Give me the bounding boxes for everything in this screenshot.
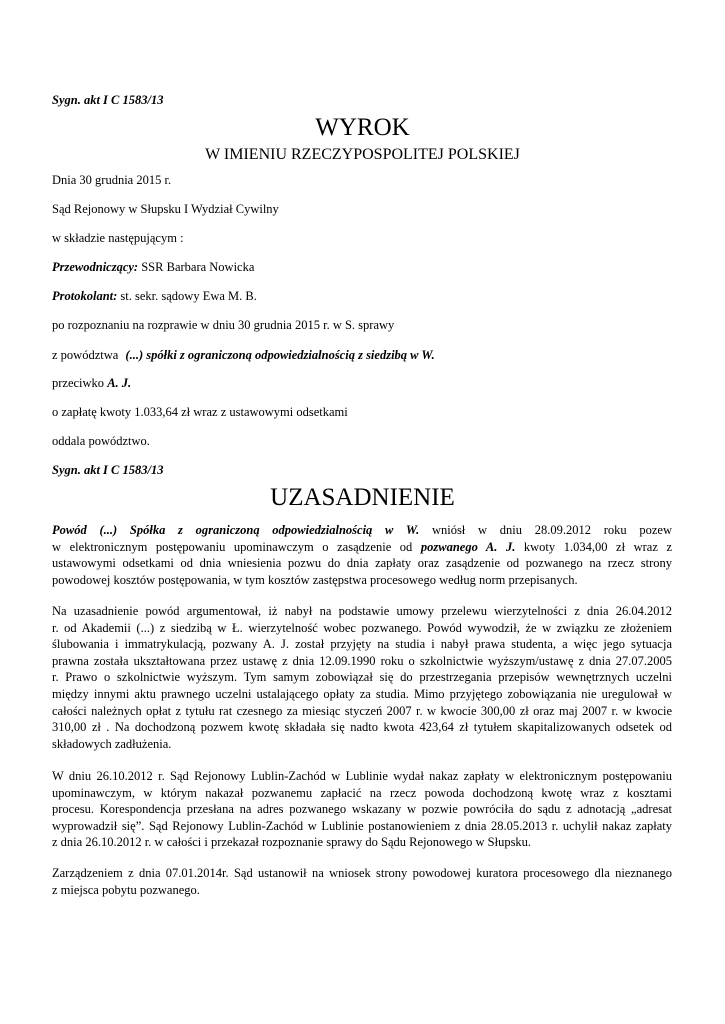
plaintiff-prefix: z powództwa [52,348,122,362]
chair-line [52,260,254,275]
paragraph-4-row-2: z miejsca pobytu pozwanego. [52,882,200,897]
ruling-line: oddala powództwo. [52,434,150,448]
paragraph-1-row-4: powodowej kosztów postępowania, w tym kosztów zastępstwa procesowego według norm przepisanych. [52,572,578,587]
clerk-value: st. sekr. sądowy Ewa M. B. [117,289,257,303]
paragraph-2 [52,603,672,752]
paragraph-2-row-7: całości należnych opłat z tytułu rat czesnego za miesiąc styczeń 2007 r. w kwocie 300,00 zł oraz maj 2007 r. w kwocie [52,703,672,718]
case-signature: Sygn. akt I C 1583/13 [52,93,164,107]
plaintiff-name: (...) spółki z ograniczoną odpowiedzialnością z siedzibą w W. [125,348,435,362]
court-name: Sąd Rejonowy w Słupsku I Wydział Cywilny [52,202,279,216]
judgment-date: Dnia 30 grudnia 2015 r. [52,173,172,187]
composition-line: w składzie następującym : [52,231,184,245]
paragraph-1-row-3: ustawowymi odsetkami od dnia wniesienia pozwu do dnia zapłaty oraz zasądzenie od pozwanego na rzecz strony [52,556,672,571]
paragraph-2-row-8: 310,00 zł . Na dochodzoną pozwem kwotę składała się nadto kwota 423,64 zł tytułem skapitalizowanych odsetek od [52,720,672,735]
hearing-line: po rozpoznaniu na rozprawie w dniu 30 grudnia 2015 r. w S. sprawy [52,318,395,332]
clerk-label: Protokolant: [52,289,118,303]
clerk-line [52,289,257,304]
defendant-prefix: przeciwko [52,376,108,390]
paragraph-2-row-5: r. Prawo o szkolnictwie wyższym. Tym samym zobowiązał się do przestrzegania przepisów wewnętrznych uczelni [52,670,672,685]
paragraph-3-row-5: z dnia 26.10.2012 r. w całości i przekazał rozpoznanie sprawy do Sądu Rejonowego w Słupsku. [52,835,532,850]
paragraph-2-row-4: prawna została ukształtowana przez ustawę z dnia 12.09.1990 roku o szkolnictwie wyższym/ustawę z dnia 27.07.2005 [52,653,672,668]
paragraph-1-row-2: w elektronicznym postępowaniu upominawczym o zasądzenie od pozwanego A. J. kwoty 1.034,00 zł wraz z [52,539,672,554]
defendant-line [52,376,131,391]
judgment-subtitle: W IMIENIU RZECZYPOSPOLITEJ POLSKIEJ [205,146,520,163]
paragraph-4-row-1: Zarządzeniem z dnia 07.01.2014r. Sąd ustanowił na wniosek strony powodowej kuratora procesowego dla nieznanego [52,866,672,880]
plaintiff-line [52,348,435,363]
case-signature-2: Sygn. akt I C 1583/13 [52,463,164,477]
paragraph-1-row-1: Powód (...) Spółka z ograniczoną odpowiedzialnością w W. wniósł w dniu 28.09.2012 roku pozew [52,523,672,537]
judgment-title: WYROK [315,114,410,141]
chair-label: Przewodniczący: [52,260,139,274]
paragraph-1 [52,522,672,588]
justification-title: UZASADNIENIE [270,484,455,511]
defendant-name-bold: pozwanego A. J. [420,539,516,554]
plaintiff-name-bold: Powód (...) Spółka z ograniczoną odpowiedzialnością w W. [52,523,420,537]
paragraph-2-row-3: ślubowania i immatrykulacją, pozwany A. J. został przyjęty na studia i nabył prawa studenta, a więc jego sytuacja [52,637,672,652]
claim-line: o zapłatę kwoty 1.033,64 zł wraz z ustawowymi odsetkami [52,405,348,419]
paragraph-2-row-9: składowych zadłużenia. [52,736,172,751]
paragraph-2-row-1: Na uzasadnienie powód argumentował, iż nabył na podstawie umowy przelewu wierzytelności z dnia 26.04.2012 [52,604,672,618]
paragraph-2-row-2: r. od Akademii (...) z siedzibą w Ł. wierzytelność wobec pozwanego. Powód wywodził, że w związku ze złożeniem [52,620,672,635]
paragraph-3-row-3: procesu. Korespondencja przesłana na adres pozwanego wskazany w pozwie powróciła do sądu z adnotacją „adresat [52,802,672,817]
paragraph-3-row-4: wyprowadził się”. Sąd Rejonowy Lublin-Zachód w Lublinie postanowieniem z dnia 28.05.2013 r. uchylił nakaz zapłaty [52,818,672,833]
paragraph-2-row-6: między innymi aktu prawnego uczelni ustalającego opłaty za studia. Mimo przyjętego zobowiązania nie uregulował w [52,686,672,701]
paragraph-3 [52,768,672,851]
paragraph-4 [52,865,672,898]
chair-value: SSR Barbara Nowicka [138,260,255,274]
defendant-name: A. J. [107,376,132,390]
paragraph-3-row-2: upominawczym, w którym nakazał pozwanemu zapłacić na rzecz powoda dochodzoną kwotę wraz z kosztami [52,785,672,800]
paragraph-3-row-1: W dniu 26.10.2012 r. Sąd Rejonowy Lublin-Zachód w Lublinie wydał nakaz zapłaty w elektronicznym postępowaniu [52,769,672,783]
